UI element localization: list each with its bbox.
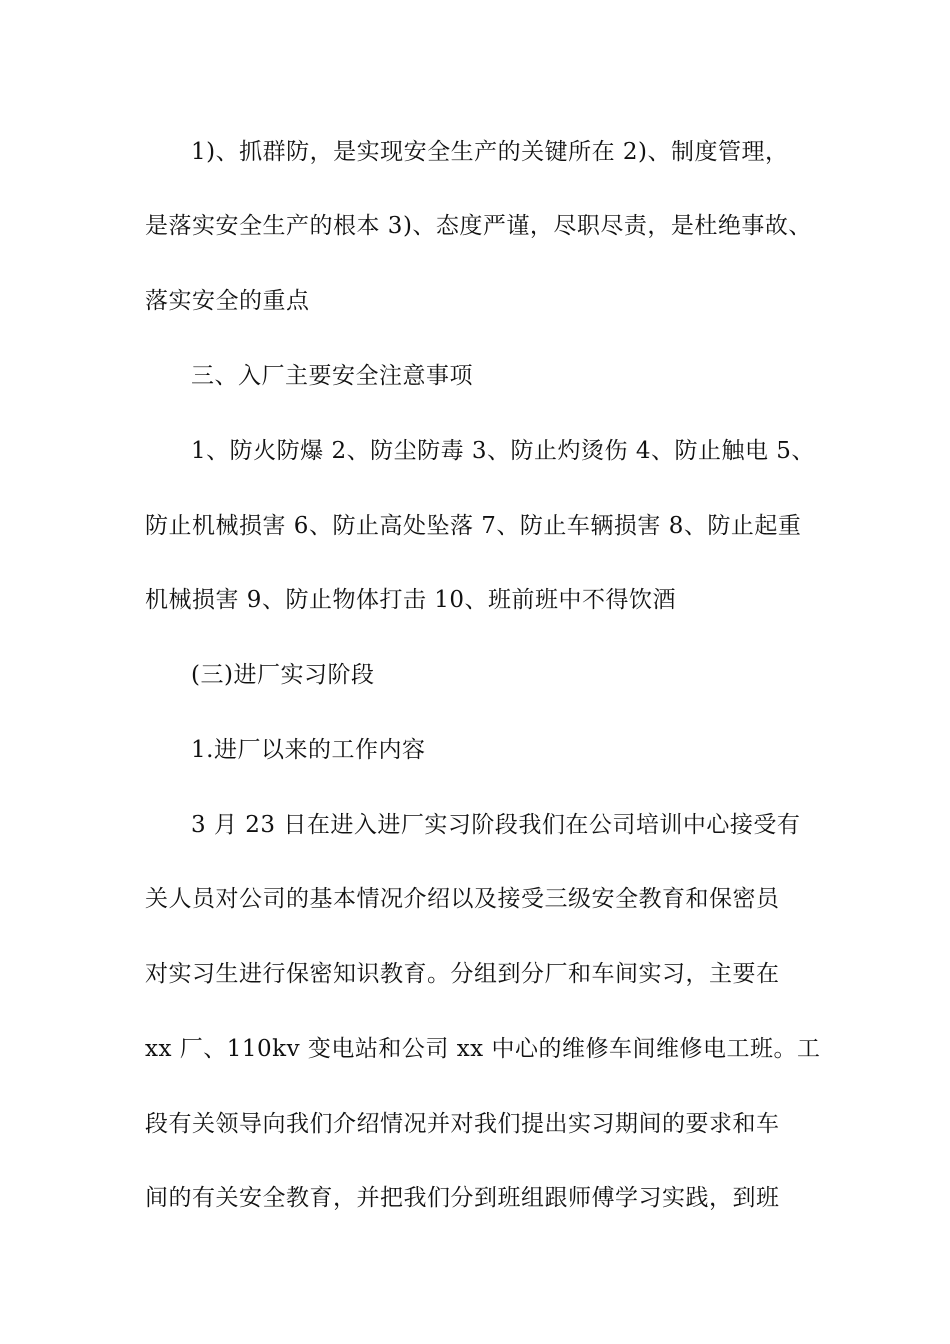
paragraph-line: 落实安全的重点 bbox=[145, 288, 310, 314]
paragraph-line: 是落实安全生产的根本 3)、态度严谨，尽职尽责，是杜绝事故、 bbox=[145, 213, 812, 239]
paragraph-line: 防止机械损害 6、防止高处坠落 7、防止车辆损害 8、防止起重 bbox=[145, 513, 802, 539]
paragraph-line: 段有关领导向我们介绍情况并对我们提出实习期间的要求和车 bbox=[145, 1111, 780, 1137]
paragraph-line: 1)、抓群防，是实现安全生产的关键所在 2)、制度管理， bbox=[191, 139, 789, 165]
section-heading: 三、入厂主要安全注意事项 bbox=[191, 363, 473, 389]
paragraph-line: 1、防火防爆 2、防尘防毒 3、防止灼烫伤 4、防止触电 5、 bbox=[191, 438, 815, 464]
paragraph-line: 间的有关安全教育，并把我们分到班组跟师傅学习实践，到班 bbox=[145, 1185, 780, 1211]
subsection-heading: 1.进厂以来的工作内容 bbox=[191, 737, 426, 763]
paragraph-line: xx 厂、110kv 变电站和公司 xx 中心的维修车间维修电工班。工 bbox=[145, 1036, 821, 1062]
paragraph-line: 关人员对公司的基本情况介绍以及接受三级安全教育和保密员 bbox=[145, 886, 780, 912]
paragraph-line: 3 月 23 日在进入进厂实习阶段我们在公司培训中心接受有 bbox=[191, 812, 801, 838]
paragraph-line: 机械损害 9、防止物体打击 10、班前班中不得饮酒 bbox=[145, 587, 677, 613]
section-heading: (三)进厂实习阶段 bbox=[191, 662, 375, 688]
paragraph-line: 对实习生进行保密知识教育。分组到分厂和车间实习，主要在 bbox=[145, 961, 780, 987]
